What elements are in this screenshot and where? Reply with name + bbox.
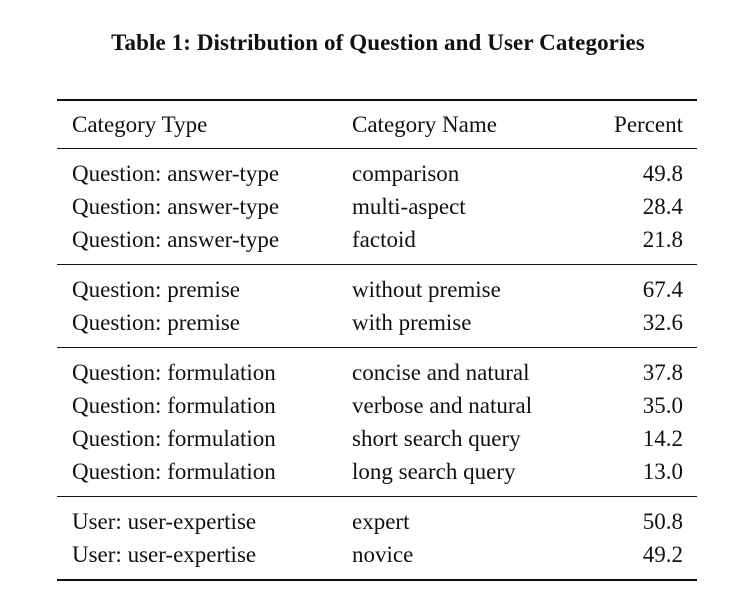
table-row [57, 265, 697, 307]
table-row [57, 455, 697, 497]
table-row [57, 190, 697, 223]
cell-category-name: long search query [352, 458, 516, 484]
table-row [57, 348, 697, 390]
cell-percent: 14.2 [642, 425, 683, 451]
cell-percent: 49.2 [642, 541, 683, 567]
header-category-type: Category Type [72, 111, 208, 137]
table-caption: Table 1: Distribution of Question and User Categories [111, 30, 645, 55]
cell-category-name: novice [352, 541, 414, 567]
table-row [57, 306, 697, 348]
cell-category-type: Question: formulation [72, 458, 276, 484]
cell-percent: 35.0 [642, 392, 683, 418]
cell-category-type: Question: premise [72, 276, 240, 302]
table-row [57, 149, 697, 191]
cell-category-name: multi-aspect [352, 193, 466, 219]
cell-category-name: with premise [352, 309, 472, 335]
cell-category-type: Question: answer-type [72, 226, 280, 252]
cell-category-name: expert [352, 508, 410, 534]
cell-category-type: Question: formulation [72, 425, 276, 451]
table-row [57, 389, 697, 422]
cell-percent: 49.8 [642, 160, 683, 186]
cell-category-type: Question: formulation [72, 359, 276, 385]
cell-category-type: Question: answer-type [72, 193, 280, 219]
table-body [57, 149, 697, 581]
table-row [57, 422, 697, 455]
cell-category-type: User: user-expertise [72, 541, 257, 567]
cell-percent: 21.8 [642, 226, 683, 252]
table-row [57, 538, 697, 580]
cell-category-name: factoid [352, 226, 416, 252]
cell-percent: 67.4 [642, 276, 683, 302]
cell-category-type: Question: answer-type [72, 160, 280, 186]
cell-category-name: verbose and natural [352, 392, 533, 418]
header-category-name: Category Name [352, 111, 497, 137]
cell-category-name: short search query [352, 425, 521, 451]
table-row [57, 223, 697, 265]
cell-category-name: concise and natural [352, 359, 530, 385]
cell-percent: 28.4 [642, 193, 683, 219]
cell-category-type: Question: premise [72, 309, 240, 335]
cell-percent: 32.6 [642, 309, 683, 335]
table-header-row [57, 100, 697, 149]
table-row [57, 497, 697, 539]
cell-percent: 50.8 [642, 508, 683, 534]
category-table-container [57, 99, 697, 581]
header-percent: Percent [614, 111, 683, 137]
category-distribution-table [57, 99, 697, 581]
cell-category-type: User: user-expertise [72, 508, 257, 534]
cell-category-type: Question: formulation [72, 392, 276, 418]
cell-category-name: without premise [352, 276, 501, 302]
cell-category-name: comparison [352, 160, 460, 186]
cell-percent: 13.0 [642, 458, 683, 484]
cell-percent: 37.8 [642, 359, 683, 385]
